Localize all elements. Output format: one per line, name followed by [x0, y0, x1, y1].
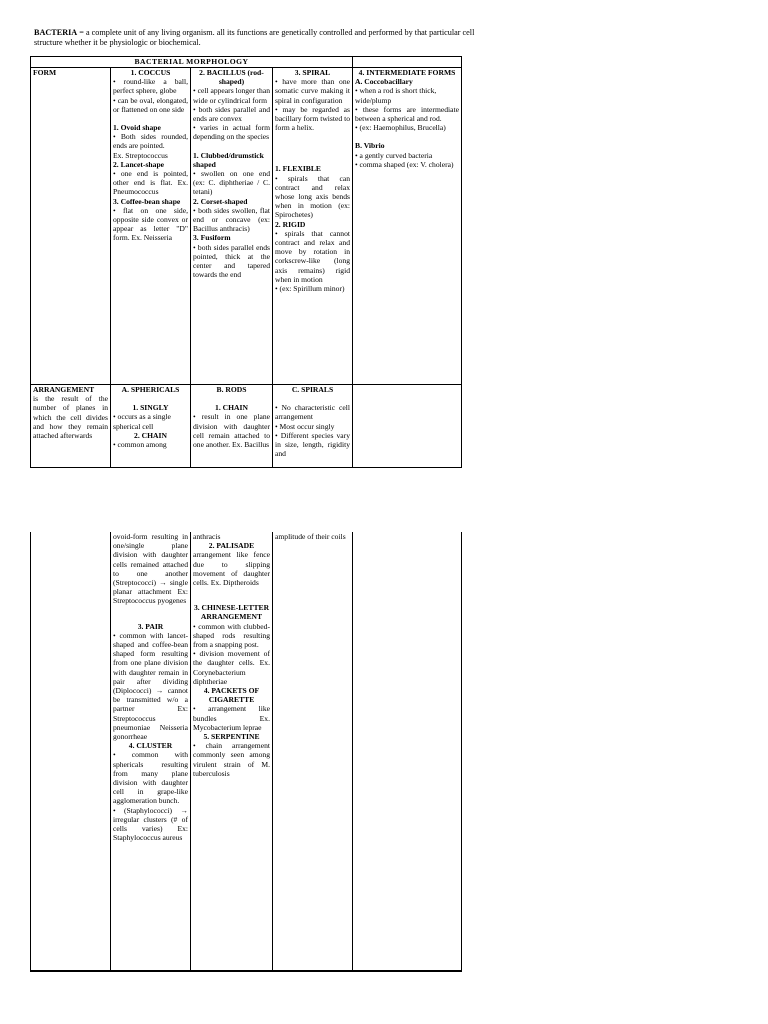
intro-paragraph — [34, 28, 484, 48]
sphericals-singly-heading: 1. SINGLY — [132, 403, 169, 413]
morphology-table-part-1 — [30, 56, 462, 468]
bacillus-fusiform-line-1: • both sides parallel ends pointed, thick at the center and tapered towards the end — [193, 242, 270, 280]
continuation-blank-cell — [353, 532, 462, 971]
arrangement-description: is the result of the number of planes in which the cell divides and how they remain attached afterwards — [33, 394, 108, 441]
spirals-line-3: • Different species vary in size, length, rigidity and — [275, 430, 350, 459]
intro-definition: = a complete unit of any living organism. all its functions are genetically controlled and performed by that particular cell structure whether it be physiologic or biochemical. — [34, 28, 475, 47]
continuation-blank-label-cell — [31, 532, 111, 971]
arrangement-label: ARRANGEMENT — [33, 385, 95, 394]
rods-chinese-line-1: • common with clubbed-shaped rods resulting from a snapping post. — [193, 621, 270, 650]
sphericals-chain-text-1: • common among — [113, 440, 167, 450]
bacillus-line-1: • cell appears longer than wide or cylindrical form — [193, 86, 270, 105]
bacillus-fusiform-heading: 3. Fusiform — [193, 233, 231, 243]
rods-packets-heading: 4. PACKETS OF CIGARETTE — [203, 686, 260, 705]
spiral-flexible-line-1: • spirals that can contract and relax whose long axis bends when in motion (ex: Spirochetes) — [275, 173, 350, 220]
sphericals-chain-text-2: ovoid-form resulting in one/single plane division with daughter cells remained attached to one another (Streptococci) → single planar attachment Ex: Streptococcus pyogenes — [113, 532, 188, 606]
bacillus-clubbed-line-1: • swollen on one end (ex: C. diphtheriae / C. tetani) — [193, 169, 270, 197]
bacillus-corset-heading: 2. Corset-shaped — [193, 196, 248, 206]
arrangement-label-cell — [31, 385, 111, 468]
arrangement-blank-cell — [353, 385, 462, 468]
rods-palisade-line-1: arrangement like fence due to slipping movement of daughter cells. Ex. Diptheroids — [193, 550, 270, 588]
intermediate-vibrio-line-2: • comma shaped (ex: V. cholera) — [355, 159, 454, 169]
bacillus-corset-line-1: • both sides swollen, flat end or concave (ex: Bacillus anthracis) — [193, 205, 270, 234]
intermediate-coccobacillary-line-3: • (ex: Haemophilus, Brucella) — [355, 123, 446, 133]
form-label-cell — [31, 68, 111, 385]
rods-chain-heading: 1. CHAIN — [215, 403, 248, 413]
sphericals-cluster-line-1: • common with sphericals resulting from many plane division with daughter cell in grape-like agglomeration bunch. — [113, 750, 188, 806]
rods-packets-line-1: • arrangement like bundles Ex. Mycobacterium leprae — [193, 704, 270, 732]
spiral-cell — [273, 68, 353, 385]
spiral-rigid-line-2: • (ex: Spirillum minor) — [275, 284, 345, 294]
coccus-ovoid-heading: 1. Ovoid shape — [113, 123, 161, 133]
intermediate-heading: 4. INTERMEDIATE FORMS — [358, 68, 456, 77]
intermediate-vibrio-heading: B. Vibrio — [355, 141, 385, 151]
rods-chinese-line-2: • division movement of the daughter cells. Ex. Corynebacterium diphtheriae — [193, 649, 270, 686]
sphericals-continued-cell — [111, 532, 191, 971]
intermediate-cell — [353, 68, 462, 385]
form-label: FORM — [33, 68, 57, 77]
spiral-rigid-heading: 2. RIGID — [275, 219, 306, 229]
coccus-lancet-line-1: • one end is pointed, other end is flat. Ex. Pneumococcus — [113, 169, 188, 197]
sphericals-cell — [111, 385, 191, 468]
intro-term: BACTERIA — [34, 28, 78, 37]
coccus-lancet-heading: 2. Lancet-shape — [113, 159, 165, 169]
sphericals-pair-heading: 3. PAIR — [137, 621, 164, 631]
sphericals-singly-line-1: • occurs as a single spherical cell — [113, 412, 171, 431]
spiral-heading: 3. SPIRAL — [294, 68, 331, 77]
bacillus-line-2: • both sides parallel and ends are convex — [193, 104, 270, 124]
bacillus-heading: 2. BACILLUS (rod-shaped) — [199, 68, 264, 87]
spirals-heading: C. SPIRALS — [291, 385, 334, 394]
rods-continued-cell — [191, 532, 273, 971]
spiral-line-2: • may be regarded as bacillary form twisted to form a helix. — [275, 104, 350, 133]
spirals-line-1: • No characteristic cell arrangement — [275, 403, 350, 422]
coccus-coffee-line-1: • flat on one side, opposite side convex or appear as letter "D" form. Ex. Neisseria — [113, 205, 188, 243]
spirals-text-2: amplitude of their coils — [275, 532, 346, 541]
intermediate-vibrio-line-1: • a gently curved bacteria — [355, 150, 433, 160]
sphericals-cluster-heading: 4. CLUSTER — [128, 741, 173, 751]
rods-chain-text-2: anthracis — [193, 532, 221, 541]
bacillus-cell — [191, 68, 273, 385]
table-title-blank — [353, 57, 462, 68]
rods-cell — [191, 385, 273, 468]
rods-serpentine-line-1: • chain arrangement commonly seen among virulent strain of M. tuberculosis — [193, 741, 270, 778]
spiral-line-1: • have more than one somatic curve making it spiral in configuration — [275, 77, 350, 105]
sphericals-pair-line-1: • common with lancet-shaped and coffee-bean shaped form resulting from one plane division with daughter remain in pair after dividing (Diplococci) → cannot be transmitted w/o a partner Ex: Streptococcus pneumoniae Neisseria gonorrheae — [113, 630, 188, 742]
coccus-cell — [111, 68, 191, 385]
rods-palisade-heading: 2. PALISADE — [208, 541, 255, 551]
spirals-continued-cell — [273, 532, 353, 971]
intermediate-coccobacillary-line-1: • when a rod is short thick, wide/plump — [355, 86, 437, 105]
intermediate-coccobacillary-heading: A. Coccobacillary — [355, 77, 413, 87]
spirals-line-2: • Most occur singly — [275, 421, 335, 431]
coccus-ovoid-line-2: Ex. Streptococcus — [113, 150, 168, 160]
rods-serpentine-heading: 5. SERPENTINE — [203, 732, 260, 742]
spiral-flexible-heading: 1. FLEXIBLE — [275, 164, 321, 174]
coccus-ovoid-line-1: • Both sides rounded, ends are pointed. — [113, 132, 188, 151]
sphericals-chain-heading: 2. CHAIN — [134, 430, 167, 440]
rods-chain-text-1: • result in one plane division with daughter cell remain attached to one another. Ex. Bacillus — [193, 412, 270, 450]
coccus-coffee-heading: 3. Coffee-bean shape — [113, 196, 181, 206]
intermediate-coccobacillary-line-2: • these forms are intermediate between a spherical and rod. — [355, 104, 459, 124]
spiral-rigid-line-1: • spirals that cannot contract and relax and move by rotation in corkscrew-like (long axis remains) rigid when in motion — [275, 228, 350, 284]
sphericals-cluster-line-2: • (Staphylococci) → irregular clusters (# of cells varies) Ex: Staphylococcus aureus — [113, 805, 188, 843]
rods-chinese-heading: 3. CHINESE-LETTER ARRANGEMENT — [193, 603, 270, 622]
coccus-line-1: • round-like a ball, perfect sphere, globe — [113, 77, 188, 96]
morphology-table-part-2 — [30, 532, 462, 972]
sphericals-heading: A. SPHERICALS — [121, 385, 180, 394]
table-title: BACTERIAL MORPHOLOGY — [31, 57, 353, 68]
bacillus-clubbed-heading: 1. Clubbed/drumstick shaped — [193, 150, 264, 169]
spirals-cell — [273, 385, 353, 468]
bacillus-line-3: • varies in actual form depending on the species — [193, 123, 270, 142]
coccus-heading: 1. COCCUS — [130, 68, 171, 77]
coccus-line-2: • can be oval, elongated, or flattened on one side — [113, 95, 188, 114]
rods-heading: B. RODS — [216, 385, 247, 394]
